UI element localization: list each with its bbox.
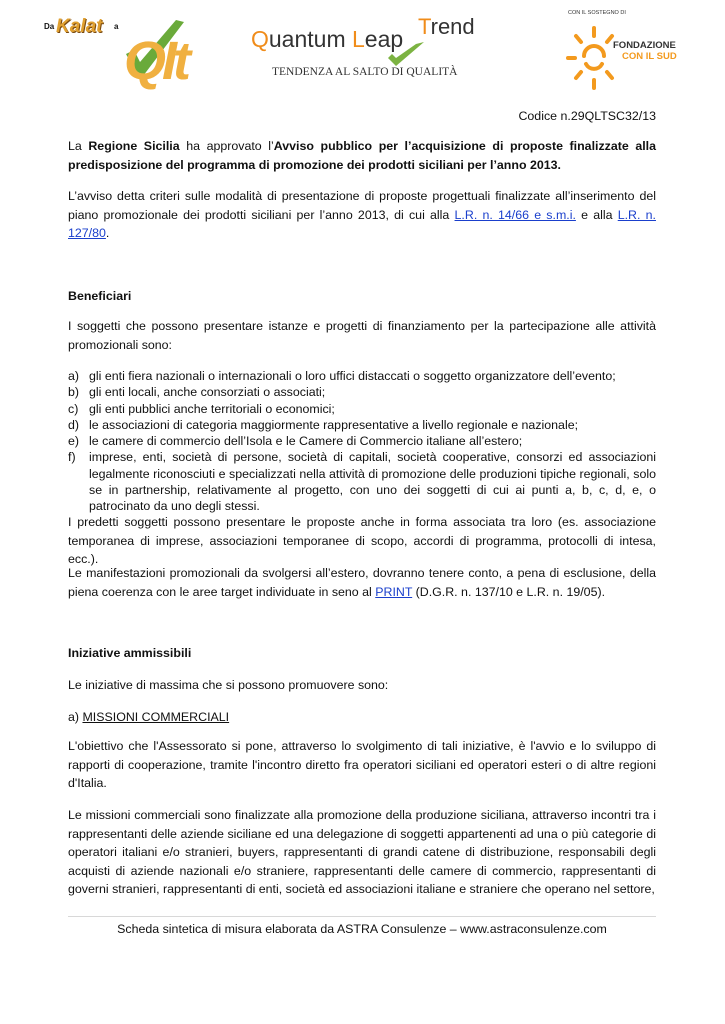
logo-t: T [418,14,431,39]
manifestazioni-paragraph: Le manifestazioni promozionali da svolgersi all’estero, dovranno tenere conto, a pena di esclusione, della piena coerenza con le aree target individuate in seno al PRINT (D.G.R. n. 137/10 e L.R. n. 19/05). [68,566,656,599]
logo-kalat-qit [44,10,194,96]
link-lr-127-80[interactable]: L.R. n. 127/80 [68,207,656,240]
link-print[interactable]: PRINT [375,584,413,599]
logo-tagline: TENDENZA AL SALTO DI QUALITÀ [272,66,458,78]
iniziative-intro: Le iniziative di massima che si possono promuovere sono: [68,678,389,692]
subheading-missioni: a) MISSIONI COMMERCIALI [68,710,230,724]
check-mark-icon [386,38,426,68]
beneficiari-list [68,368,656,515]
logo-rend: rend [430,14,475,39]
logo-prefix: Da [44,22,55,31]
sun-icon [564,22,624,92]
criteria-paragraph: L’avviso detta criteri sulle modalità di presentazione di proposte progettuali finalizzate all’inserimento del piano promozionale dei prodotti siciliani per l’anno 2013, di cui alla L.R. n. 14/66 e s.m.i. e alla L.R. n. 127/80. [68,189,656,240]
footer-text: Scheda sintetica di misura elaborata da ASTRA Consulenze – www.astraconsulenze.com [117,922,607,936]
list-item: a) gli enti fiera nazionali o internazionali o loro uffici distaccati o soggetto organizzatore dell’evento; [68,369,616,383]
section-heading-iniziative: Iniziative ammissibili [68,646,192,660]
footer-divider [68,916,656,917]
intro-paragraph: La Regione Sicilia ha approvato l’Avviso pubblico per l’acquisizione di proposte finalizzate alla predisposizione del programma di promozione dei prodotti siciliani per l’anno 2013. [68,139,656,172]
logo-line1: FONDAZIONE [613,40,676,51]
document-code: Codice n.29QLTSC32/13 [518,109,656,123]
logo-top-text: CON IL SOSTEGNO DI [568,10,626,16]
obiettivo-paragraph: L'obiettivo che l'Assessorato si pone, attraverso lo svolgimento di tali iniziative, è l'avvio e lo sviluppo di rapporti di cooperazione, tramite l'incontro diretto fra operatori siciliani ed operatori esteri o di altre regioni d'Italia. [68,739,656,790]
list-item: e) le camere di commercio dell’Isola e le Camere di Commercio italiane all’estero; [68,434,523,449]
logo-line2: CON IL SUD [622,51,677,62]
list-item: f) imprese, enti, società di persone, società di capitali, società cooperative, consorzi ed associazioni legalmente riconosciuti e specializzati nella attività di promozione delle produzioni tipiche regionali, solo se in partnership, relativamente al progetto, con uno dei soggetti di cui ai punti a, b, c, d, e, o patrocinato da uno degli stessi. [68,450,656,514]
section-heading-beneficiari: Beneficiari [68,289,132,303]
beneficiari-intro: I soggetti che possono presentare istanze e progetti di finanziamento per la partecipazione alle attività promozionali sono: [68,319,656,352]
missioni-paragraph: Le missioni commerciali sono finalizzate alla promozione della produzione siciliana, attraverso incontri tra i rappresentanti delle aziende siciliane ed una delegazione di soggetti appartenenti ad una o più categorie di operatori italiani e/o stranieri, buyers, rappresentanti di grandi catene di distribuzione, responsabili degli acquisti di aziende nazionali e/o straniere, rappresentanti delle camere di commercio, rappresentanti di governi stranieri, rappresentanti di enti, società ed associazioni italiane e straniere che operano nel settore, [68,808,656,896]
logo-suffix: a [114,22,119,31]
logo-fondazione-con-il-sud [560,8,690,88]
predetti-paragraph: I predetti soggetti possono presentare le proposte anche in forma associata tra loro (es. associazione temporanea di imprese, associazioni temporanee di scopo, accordi di programma, protocolli di intesa, ecc.). [68,515,656,566]
logo-eap: eap [364,26,404,52]
logo-q: Q [251,26,269,52]
link-lr-14-66[interactable]: L.R. n. 14/66 e s.m.i. [454,207,576,222]
list-item: d) le associazioni di categoria maggiormente rappresentative a livello regionale e nazionale; [68,417,579,432]
logo-mark: QIt [124,31,187,91]
list-item: c) gli enti pubblici anche territoriali o economici; [68,401,335,416]
logo-l: L [352,26,365,52]
list-item: b) gli enti locali, anche consorziati o associati; [68,385,326,400]
logo-word: Kalat [56,16,103,37]
logo-quantum-leap-trend [248,10,488,90]
logo-uantum: uantum [268,26,352,52]
